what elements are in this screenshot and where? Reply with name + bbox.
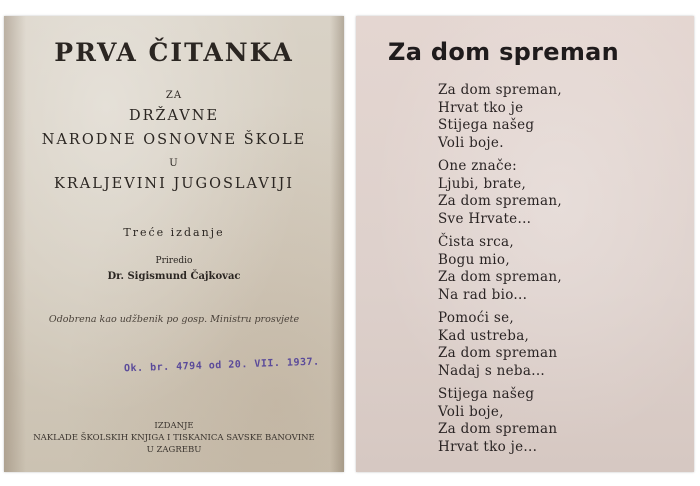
stanza-3 xyxy=(438,234,562,304)
cover-line-drzavne: DRŽAVNE xyxy=(128,108,220,124)
poem-line: One znače: xyxy=(438,158,517,174)
cover-author: Dr. Sigismund Čajkovac xyxy=(107,271,241,282)
poem-line: Pomoći se, xyxy=(438,310,514,326)
poem-line: Ljubi, brate, xyxy=(438,175,527,192)
stanza-5 xyxy=(438,386,562,456)
poem-line: Voli boje, xyxy=(438,403,504,420)
poem-line: Voli boje. xyxy=(438,134,504,151)
cover-line-kraljevini: KRALJEVINI JUGOSLAVIJI xyxy=(53,176,295,192)
cover-line-u: U xyxy=(169,158,179,169)
poem-line: Za dom spreman, xyxy=(438,193,562,209)
poem-line: Stijega našeg xyxy=(438,386,535,402)
poem-line: Sve Hrvate... xyxy=(438,210,532,227)
cover-approval: Odobrena kao udžbenik po gosp. Ministru prosvjete xyxy=(48,314,300,325)
poem-line: Hrvat tko je... xyxy=(438,438,538,455)
cover-title: PRVA ČITANKA xyxy=(54,38,294,67)
poem-line: Na rad bio... xyxy=(438,286,528,303)
poem-title: Za dom spreman xyxy=(388,38,620,66)
cover-stamp: Ok. br. 4794 od 20. VII. 1937. xyxy=(123,356,320,375)
poem-line: Čista srca, xyxy=(438,234,514,250)
poem-line: Za dom spreman xyxy=(438,421,558,437)
cover-publisher-2: NAKLADE ŠKOLSKIH KNJIGA I TISKANICA SAVSKE BANOVINE xyxy=(33,433,315,443)
poem-line: Za dom spreman xyxy=(438,345,558,361)
cover-publisher-3: U ZAGREBU xyxy=(146,445,202,455)
stanza-1 xyxy=(438,82,562,152)
cover-edition: Treće izdanje xyxy=(123,226,225,239)
cover-line-za: ZA xyxy=(165,90,183,101)
stanza-4 xyxy=(438,310,562,380)
poem-page xyxy=(356,16,694,472)
poem-line: Za dom spreman, xyxy=(438,82,562,98)
poem-line: Za dom spreman, xyxy=(438,269,562,285)
stanza-2 xyxy=(438,158,562,228)
poem-line: Stijega našeg xyxy=(438,117,535,133)
cover-publisher-1: IZDANJE xyxy=(154,421,194,431)
poem-stanzas xyxy=(438,82,562,462)
cover-line-narodne: NARODNE OSNOVNE ŠKOLE xyxy=(41,132,307,148)
poem-line: Bogu mio, xyxy=(438,251,510,268)
poem-line: Hrvat tko je xyxy=(438,99,524,116)
cover-prepared-by: Priredio xyxy=(155,256,193,266)
book-cover-page xyxy=(4,16,344,472)
poem-line: Nadaj s neba... xyxy=(438,362,545,379)
poem-line: Kad ustreba, xyxy=(438,327,530,344)
